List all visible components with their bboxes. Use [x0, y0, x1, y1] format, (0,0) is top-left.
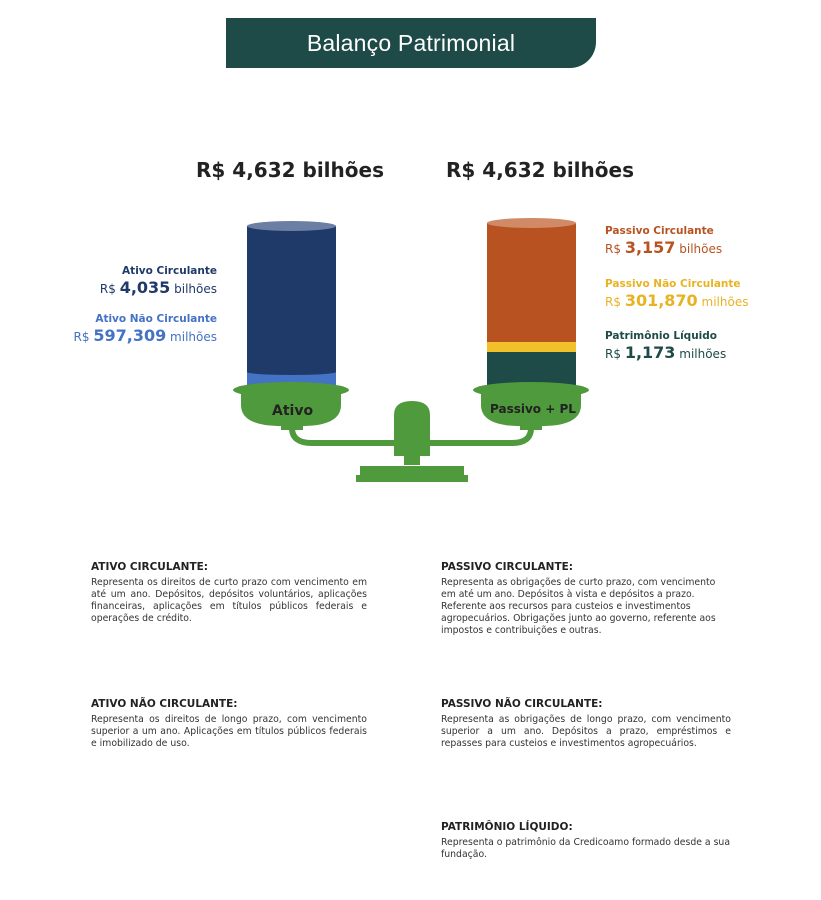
passivo-cylinder	[487, 218, 576, 392]
page-title: Balanço Patrimonial	[306, 29, 516, 56]
ativo-nao-circulante-value: 597,309	[93, 325, 167, 345]
unit: bilhões	[174, 281, 217, 296]
passivo-circulante-label	[605, 225, 722, 257]
currency-prefix: R$	[605, 241, 621, 256]
passivo-pan-label: Passivo + PL	[490, 402, 576, 416]
definition-ativo-nao-circulante	[91, 698, 367, 750]
passivo-nao-circulante-title: Passivo Não Circulante	[605, 278, 741, 290]
unit: bilhões	[679, 241, 723, 256]
patrimonio-liquido-label	[605, 330, 726, 362]
definition-ativo-circulante	[91, 561, 367, 625]
ativo-nao-circulante-label	[74, 313, 217, 345]
passivo-circulante-title: Passivo Circulante	[605, 225, 714, 237]
definition-passivo-nao-circulante	[441, 698, 731, 750]
currency-prefix: R$	[73, 329, 90, 344]
definition-title: PASSIVO NÃO CIRCULANTE:	[441, 698, 603, 710]
currency-prefix: R$	[99, 281, 116, 296]
definition-title: PASSIVO CIRCULANTE:	[441, 561, 574, 573]
definition-text: Representa os direitos de longo prazo, com vencimento superior a um ano. Aplicações em títulos públicos federais e imobilizado de uso.	[91, 714, 367, 750]
definition-text: Representa os direitos de curto prazo com vencimento em até um ano. Depósitos, depósitos voluntários, aplicações financeiras, aplicações em títulos públicos federais e operações de crédito.	[91, 577, 367, 625]
passivo-total: R$ 4,632 bilhões	[446, 158, 634, 182]
unit: milhões	[701, 294, 749, 309]
unit: milhões	[170, 329, 217, 344]
patrimonio-liquido-title: Patrimônio Líquido	[605, 330, 718, 342]
ativo-total: R$ 4,632 bilhões	[196, 158, 384, 182]
passivo-nao-circulante-label	[605, 278, 748, 310]
ativo-circulante-segment	[247, 226, 336, 376]
currency-prefix: R$	[605, 294, 621, 309]
ativo-cylinder-top	[247, 221, 336, 231]
definition-title: PATRIMÔNIO LÍQUIDO:	[441, 821, 573, 833]
passivo-nao-circulante-segment	[487, 342, 576, 353]
definition-text: Representa o patrimônio da Credicoamo formado desde a sua fundação.	[441, 837, 731, 861]
ativo-cylinder	[247, 221, 336, 392]
definition-title: ATIVO NÃO CIRCULANTE:	[91, 698, 238, 710]
definition-patrimonio-liquido	[441, 821, 731, 861]
ativo-circulante-label	[100, 265, 217, 297]
passivo-circulante-segment	[487, 223, 576, 344]
currency-prefix: R$	[605, 346, 621, 361]
definition-title: ATIVO CIRCULANTE:	[91, 561, 208, 573]
passivo-cylinder-top	[487, 218, 576, 228]
passivo-circulante-value: 3,157	[624, 237, 676, 257]
definition-text: Representa as obrigações de longo prazo, com vencimento superior a um ano. Depósitos a prazo, empréstimos e repasses para custeios e investimentos agropecuários.	[441, 714, 731, 750]
patrimonio-liquido-value: 1,173	[624, 342, 676, 362]
definition-text: Representa as obrigações de curto prazo, com vencimento em até um ano. Depósitos à vista e depósitos a prazo. Referente aos recursos para custeios e investimentos agropecuários. Obrigações junto ao governo, referente aos impostos e contribuições e outras.	[441, 577, 716, 637]
ativo-nao-circulante-title: Ativo Não Circulante	[95, 313, 217, 325]
ativo-circulante-value: 4,035	[119, 277, 171, 297]
unit: milhões	[679, 346, 727, 361]
definition-passivo-circulante	[441, 561, 731, 637]
ativo-pan-label: Ativo	[272, 403, 314, 419]
ativo-circulante-title: Ativo Circulante	[122, 265, 217, 277]
passivo-nao-circulante-value: 301,870	[624, 290, 698, 310]
